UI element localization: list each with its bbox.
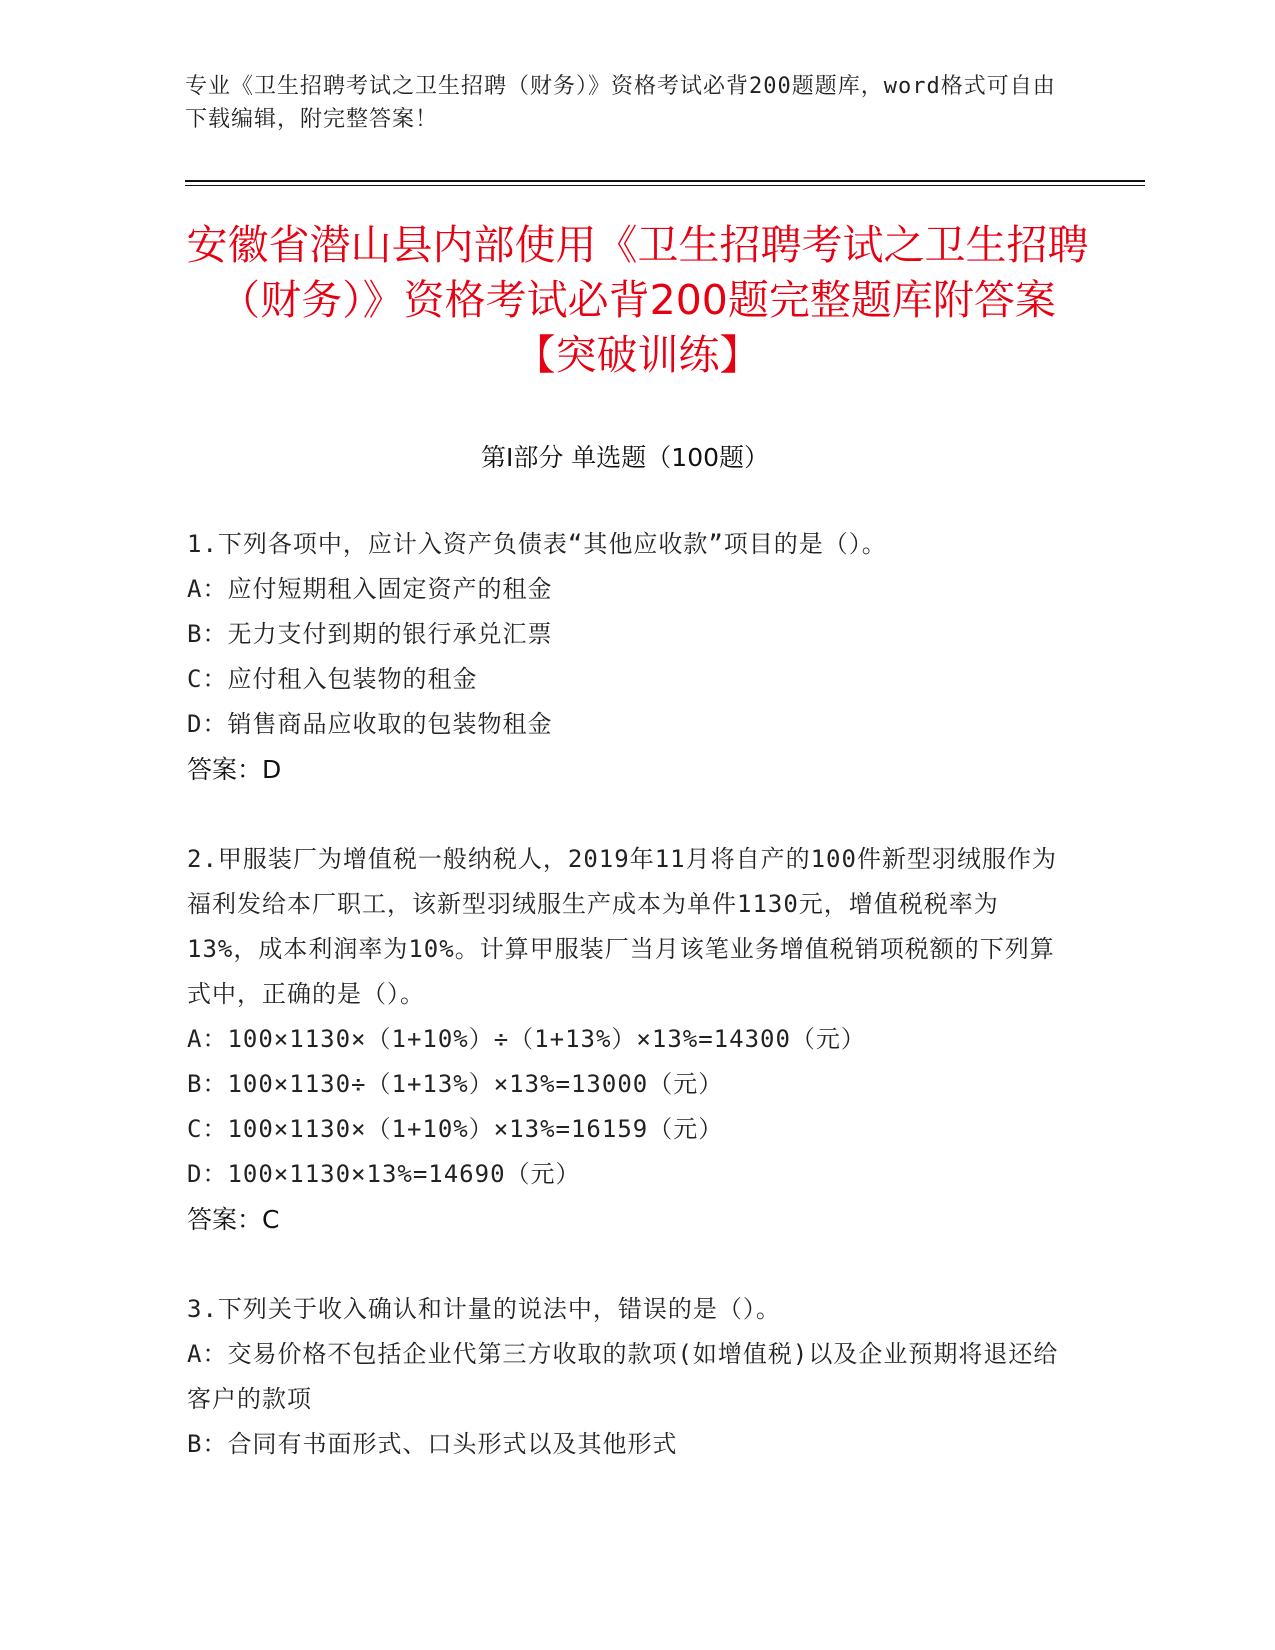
- question-3: [187, 1287, 1067, 1467]
- option-c: C：100×1130×（1+10%）×13%=16159（元）: [187, 1115, 724, 1143]
- header-rule-thin: [185, 185, 1145, 186]
- option-b: B：100×1130÷（1+13%）×13%=13000（元）: [187, 1070, 724, 1098]
- question-2: [187, 837, 1067, 1242]
- question-stem: 2.甲服装厂为增值税一般纳税人，2019年11月将自产的100件新型羽绒服作为福利发给本厂职工，该新型羽绒服生产成本为单件1130元，增值税税率为13%，成本利润率为10%。计算甲服装厂当月该笔业务增值税销项税额的下列算式中，正确的是（）。: [187, 845, 1057, 1008]
- option-c: C：应付租入包装物的租金: [187, 665, 478, 693]
- question-stem: 3.下列关于收入确认和计量的说法中，错误的是（）。: [187, 1295, 781, 1323]
- option-a: A：交易价格不包括企业代第三方收取的款项(如增值税)以及企业预期将退还给客户的款项: [187, 1340, 1059, 1413]
- question-1: [187, 522, 1067, 792]
- question-stem: 1.下列各项中，应计入资产负债表“其他应收款”项目的是（）。: [187, 530, 887, 558]
- option-b: B：无力支付到期的银行承兑汇票: [187, 620, 553, 648]
- header-rule-thick: [185, 180, 1145, 182]
- answer: 答案：D: [187, 755, 282, 784]
- option-a: A：100×1130×（1+10%）÷（1+13%）×13%=14300（元）: [187, 1025, 866, 1053]
- document-title: 安徽省潜山县内部使用《卫生招聘考试之卫生招聘（财务）》资格考试必背200题完整题库附答案【突破训练】: [186, 221, 1089, 379]
- header-note: 专业《卫生招聘考试之卫生招聘（财务）》资格考试必背200题题库，word格式可自由下载编辑，附完整答案！: [185, 74, 1056, 132]
- section-title: 第I部分 单选题（100题）: [480, 443, 770, 472]
- answer: 答案：C: [187, 1205, 280, 1234]
- option-b: B：合同有书面形式、口头形式以及其他形式: [187, 1430, 678, 1458]
- option-a: A：应付短期租入固定资产的租金: [187, 575, 553, 603]
- option-d: D：100×1130×13%=14690（元）: [187, 1160, 581, 1188]
- question-list: [187, 522, 1067, 1512]
- option-d: D：销售商品应收取的包装物租金: [187, 710, 553, 738]
